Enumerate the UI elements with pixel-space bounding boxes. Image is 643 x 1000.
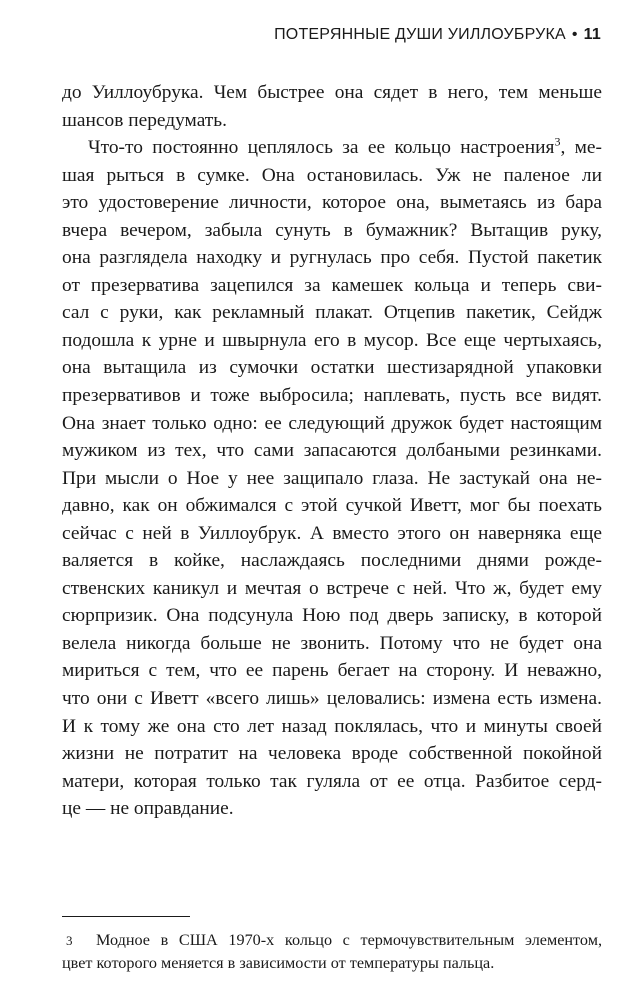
footnote-line-2: цвет которого меняется в зависимости от температуры пальца. [62, 954, 495, 972]
text-line-14: мужиком из тех, что сами запасаются долбаными резинками. [62, 440, 602, 462]
text-line-16: давно, как он обжимался с этой сучкой Иветт, мог бы поехать [62, 495, 602, 517]
text-line-10: подошла к урне и швырнула его в мусор. Все еще чертыхаясь, [62, 329, 602, 351]
text-line-18: валяется в койке, наслаждаясь последними днями рожде- [62, 550, 602, 572]
text-line-23: что они с Иветт «всего лишь» целовались: измена есть измена. [62, 688, 602, 710]
text-line-4: шая рыться в сумке. Она остановилась. Уж не паленое ли [62, 164, 602, 186]
text-line-5: это удостоверение личности, которое она, выметаясь из бара [62, 192, 602, 214]
text-line-2: шансов передумать. [62, 109, 227, 131]
running-header [274, 26, 601, 44]
footnote-line-1-text: Модное в США 1970-х кольцо с термочувствительным элементом, [96, 931, 602, 949]
text-line-20: сюрпризик. Она подсунула Ною под дверь записку, в которой [62, 605, 602, 627]
text-line-27: це — не оправдание. [62, 798, 234, 820]
text-line-6: вчера вечером, забыла сунуть в бумажник? Вытащив руку, [62, 219, 602, 241]
footnote-line-1 [62, 929, 602, 952]
text-line-15: При мысли о Ное у нее защипало глаза. Не застукай она не- [62, 467, 602, 489]
text-line-26: матери, которая только так гуляла от ее отца. Разбитое серд- [62, 770, 602, 792]
text-line-9: сал с руки, как рекламный плакат. Отцепив пакетик, Сейдж [62, 302, 602, 324]
text-line-22: мириться с тем, что ее парень бегает на сторону. И неважно, [62, 660, 602, 682]
book-title: ПОТЕРЯННЫЕ ДУШИ УИЛЛОУБРУКА [274, 26, 566, 43]
text-line-1: до Уиллоубрука. Чем быстрее она сядет в него, тем меньше [62, 82, 602, 103]
text-line-25: жизни не потратит на человека вроде собственной покойной [62, 743, 602, 765]
text-line-19: ственских каникул и мечтая о встрече с ней. Что ж, будет ему [62, 577, 602, 599]
text-line-21: велела никогда больше не звонить. Потому что не будет она [62, 632, 602, 654]
header-separator: • [571, 26, 578, 43]
footnote-divider [62, 916, 190, 917]
text-line-3-tail: , ме- [560, 137, 602, 159]
body-text [62, 79, 602, 823]
text-line-24: И к тому же она сто лет назад поклялась, что и минуты своей [62, 715, 602, 737]
footnote [62, 929, 602, 975]
footnote-marker: 3 [554, 134, 561, 149]
text-line-12: презервативов и тоже выбросила; наплевать, пусть все видят. [62, 385, 602, 407]
text-line-3 [62, 134, 602, 162]
text-line-13: Она знает только одно: ее следующий дружок будет настоящим [62, 412, 602, 434]
text-line-7: она разглядела находку и ругнулась про себя. Пустой пакетик [62, 247, 602, 269]
text-line-3-main: Что-то постоянно цеплялось за ее кольцо настроения [88, 137, 555, 159]
text-line-11: она вытащила из сумочки остатки шестизарядной упаковки [62, 357, 602, 379]
footnote-number: 3 [66, 933, 73, 948]
text-line-17: сейчас с ней в Уиллоубрук. А вместо этого он наверняка еще [62, 522, 602, 544]
text-line-8: от презерватива зацепился за камешек кольца и теперь сви- [62, 274, 602, 296]
page-number: 11 [583, 26, 601, 43]
